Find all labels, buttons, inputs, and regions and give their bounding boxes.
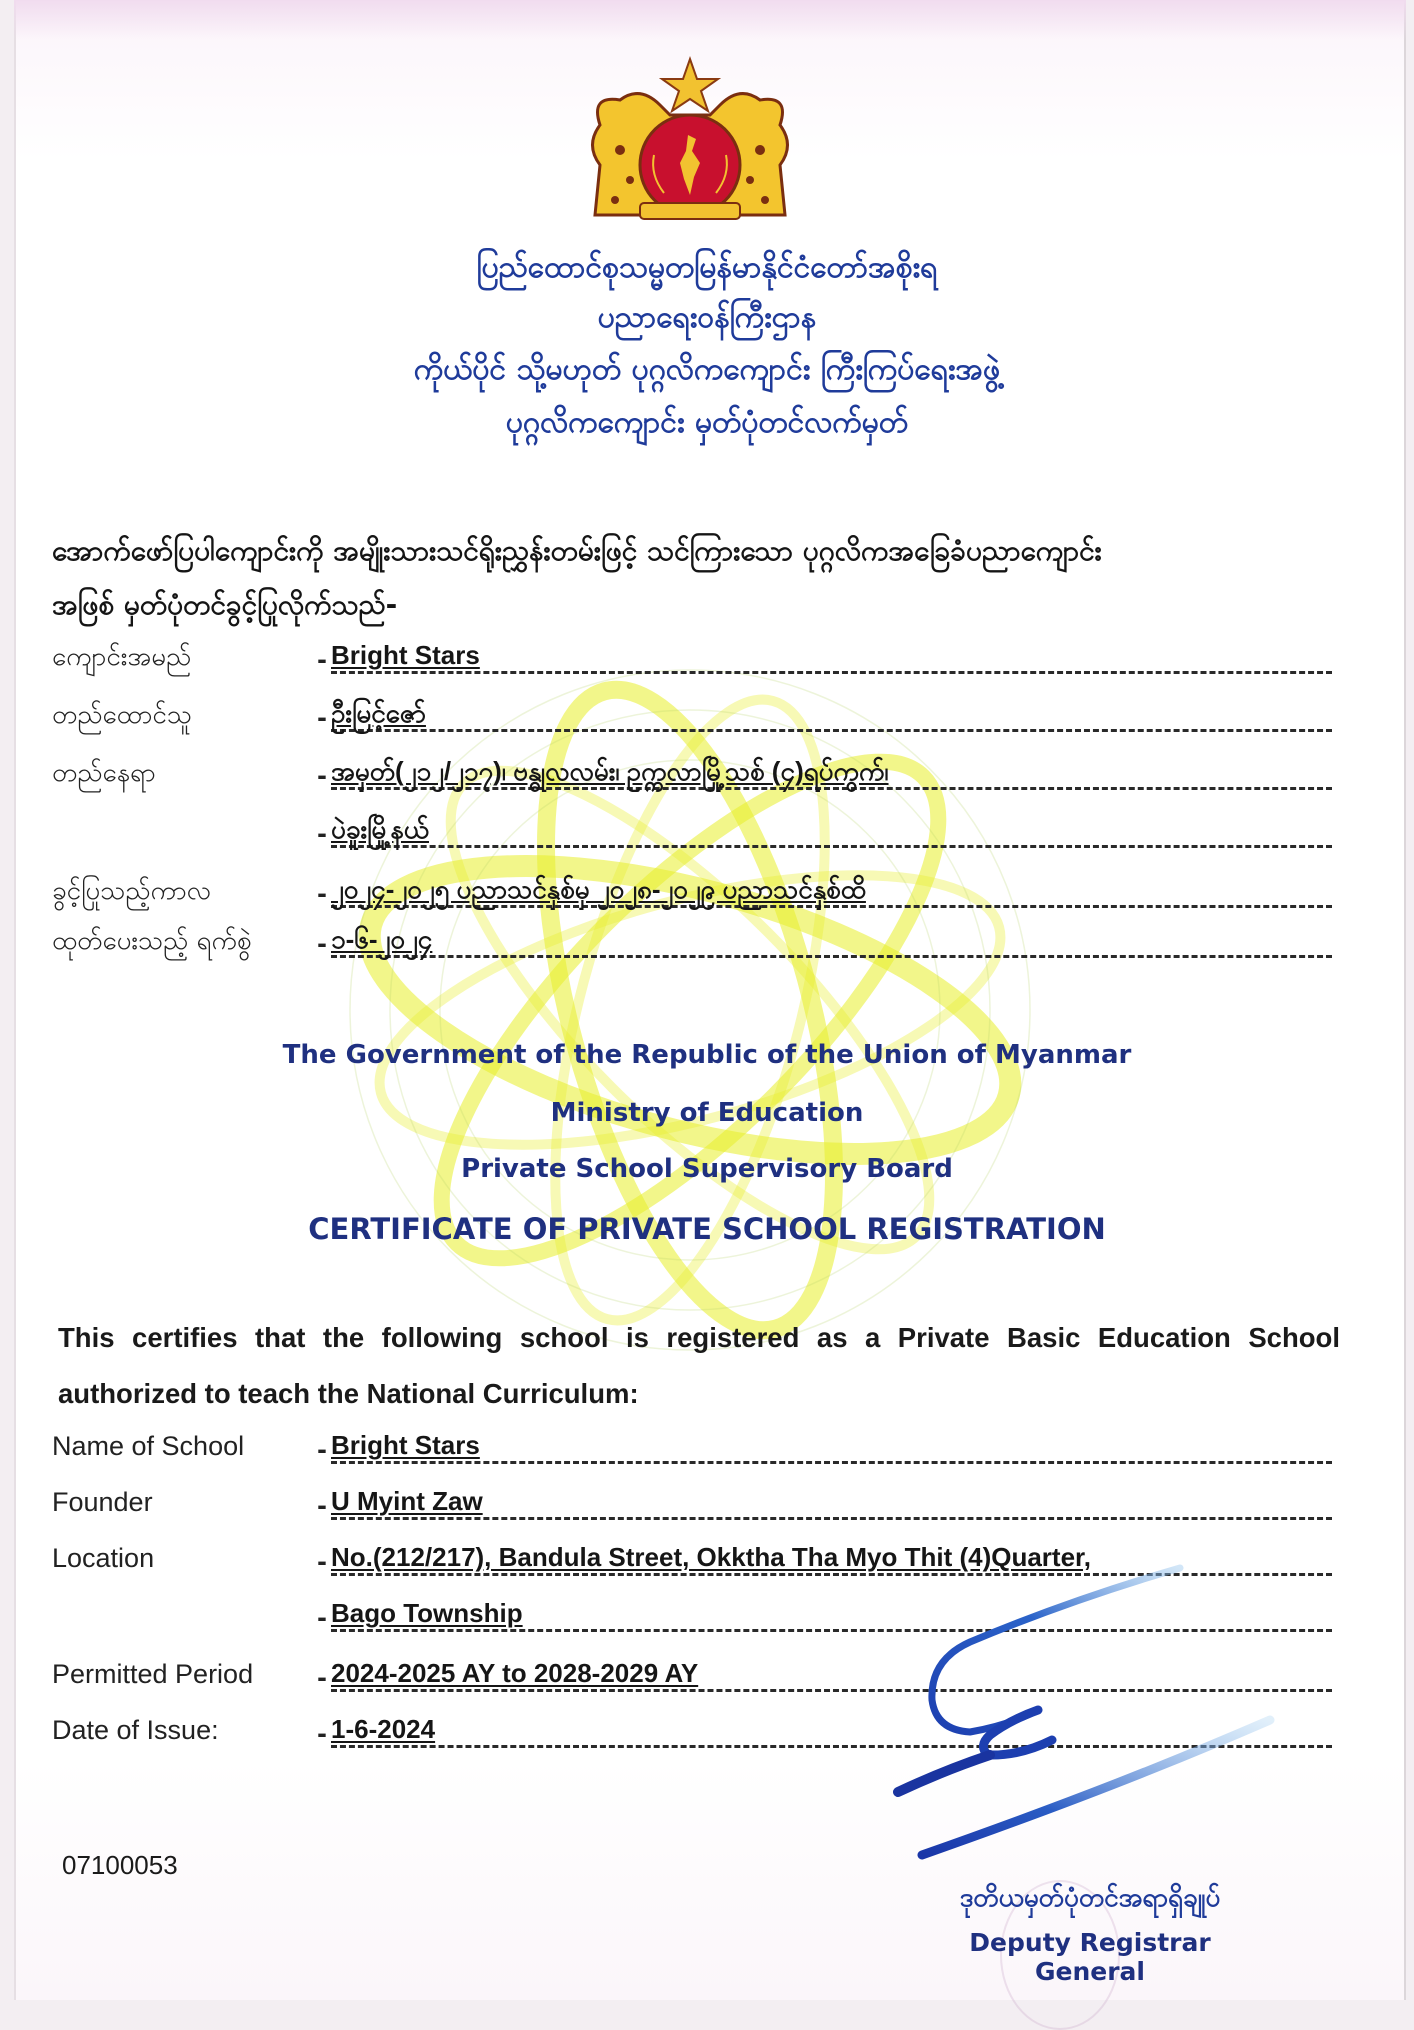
field-label: ထုတ်ပေးသည့် ရက်စွဲ (52, 926, 252, 956)
myanmar-field-permitted-period (52, 864, 1332, 908)
field-value: အမှတ်(၂၁၂/၂၁၇)၊ ဗန္ဓုလလမ်း၊ ဥက္ကလာမြို့သစ် (၄)ရပ်ကွက်၊ (331, 756, 889, 786)
field-label: တည်ထောင်သူ (52, 700, 192, 730)
certificate-title: CERTIFICATE OF PRIVATE SCHOOL REGISTRATION (308, 1212, 1106, 1246)
english-intro-paragraph: This certifies that the following school is registered as a Private Basic Education School authorized to teach the National Curriculum: (58, 1322, 1340, 1409)
dotted-line (331, 914, 1332, 958)
signatory-title-english: Deputy Registrar General (969, 1928, 1211, 1986)
field-dash: - (317, 1664, 327, 1692)
dotted-line (331, 1420, 1332, 1464)
myanmar-ministry-title: ပညာရေးဝန်ကြီးဌာန (597, 300, 817, 335)
field-label: တည်နေရာ (52, 758, 156, 788)
field-dash: - (317, 1492, 327, 1520)
myanmar-government-title: ပြည်ထောင်စုသမ္မတမြန်မာနိုင်ငံတော်အစိုးရ (476, 250, 938, 285)
field-dash: - (317, 1720, 327, 1748)
field-dash: - (317, 646, 327, 674)
field-dash: - (317, 930, 327, 958)
field-value: ၁-၆-၂၀၂၄ (331, 924, 433, 954)
english-field-school-name (52, 1420, 1332, 1464)
dotted-line (331, 804, 1332, 848)
english-field-founder (52, 1476, 1332, 1520)
field-dash: - (317, 1604, 327, 1632)
field-dash: - (317, 1436, 327, 1464)
dotted-line (331, 864, 1332, 908)
field-dash: - (317, 820, 327, 848)
field-value: Bago Township (331, 1598, 523, 1628)
field-dash: - (317, 880, 327, 908)
field-value: ဦးမြင့်ဇော် (331, 698, 426, 728)
field-label: ခွင့်ပြုသည့်ကာလ (52, 876, 212, 906)
field-dash: - (317, 762, 327, 790)
field-label (52, 844, 317, 848)
field-label: Name of School (52, 1431, 245, 1461)
paper-top-tint (14, 0, 1406, 40)
dotted-line (331, 746, 1332, 790)
myanmar-field-location-township (52, 804, 1332, 848)
field-value: Bright Stars (331, 640, 480, 670)
dotted-line (331, 630, 1332, 674)
myanmar-field-founder (52, 688, 1332, 732)
field-label: Location (52, 1543, 155, 1573)
dotted-line (331, 1476, 1332, 1520)
field-label: ကျောင်းအမည် (52, 642, 192, 672)
myanmar-field-location (52, 746, 1332, 790)
field-value: ပဲခူးမြို့နယ် (331, 814, 429, 844)
myanmar-intro-line-1: အောက်ဖော်ပြပါကျောင်းကို အမျိုးသားသင်ရိုးညွှန်းတမ်းဖြင့် သင်ကြားသော ပုဂ္ဂလိကအခြေခံပညာကျောင်း (52, 534, 1102, 567)
field-dash: - (317, 1548, 327, 1576)
field-label (52, 1628, 317, 1632)
signature-icon (870, 1560, 1290, 1890)
field-value: Bright Stars (331, 1430, 480, 1460)
myanmar-field-school-name (52, 630, 1332, 674)
field-label: Permitted Period (52, 1659, 254, 1689)
field-dash: - (317, 704, 327, 732)
english-ministry-title: Ministry of Education (550, 1098, 864, 1128)
field-value: U Myint Zaw (331, 1486, 483, 1516)
field-value: ၂၀၂၄-၂၀၂၅ ပညာသင်နှစ်မှ ၂၀၂၈-၂၀၂၉ ပညာသင်နှစ်ထိ (331, 874, 866, 904)
signatory-title-myanmar: ဒုတိယမှတ်ပုံတင်အရာရှိချုပ် (959, 1883, 1221, 1913)
myanmar-state-seal-icon (580, 55, 800, 235)
myanmar-intro-line-2: အဖြစ် မှတ်ပုံတင်ခွင့်ပြုလိုက်သည်- (52, 588, 398, 621)
myanmar-board-title: ကိုယ်ပိုင် သို့မဟုတ် ပုဂ္ဂလိကကျောင်း ကြီးကြပ်ရေးအဖွဲ့ (413, 352, 1001, 387)
field-value: No.(212/217), Bandula Street, Okktha Tha Myo Thit (4)Quarter, (331, 1542, 1091, 1572)
serial-number: 07100053 (62, 1850, 178, 1880)
myanmar-certificate-title: ပုဂ္ဂလိကကျောင်း မှတ်ပုံတင်လက်မှတ် (505, 405, 909, 440)
field-label: Founder (52, 1487, 153, 1517)
english-board-title: Private School Supervisory Board (461, 1154, 953, 1184)
field-value: 2024-2025 AY to 2028-2029 AY (331, 1658, 699, 1688)
english-government-title: The Government of the Republic of the Union of Myanmar (282, 1040, 1132, 1070)
field-label: Date of Issue: (52, 1715, 219, 1745)
dotted-line (331, 688, 1332, 732)
field-value: 1-6-2024 (331, 1714, 436, 1744)
myanmar-field-date-of-issue (52, 914, 1332, 958)
